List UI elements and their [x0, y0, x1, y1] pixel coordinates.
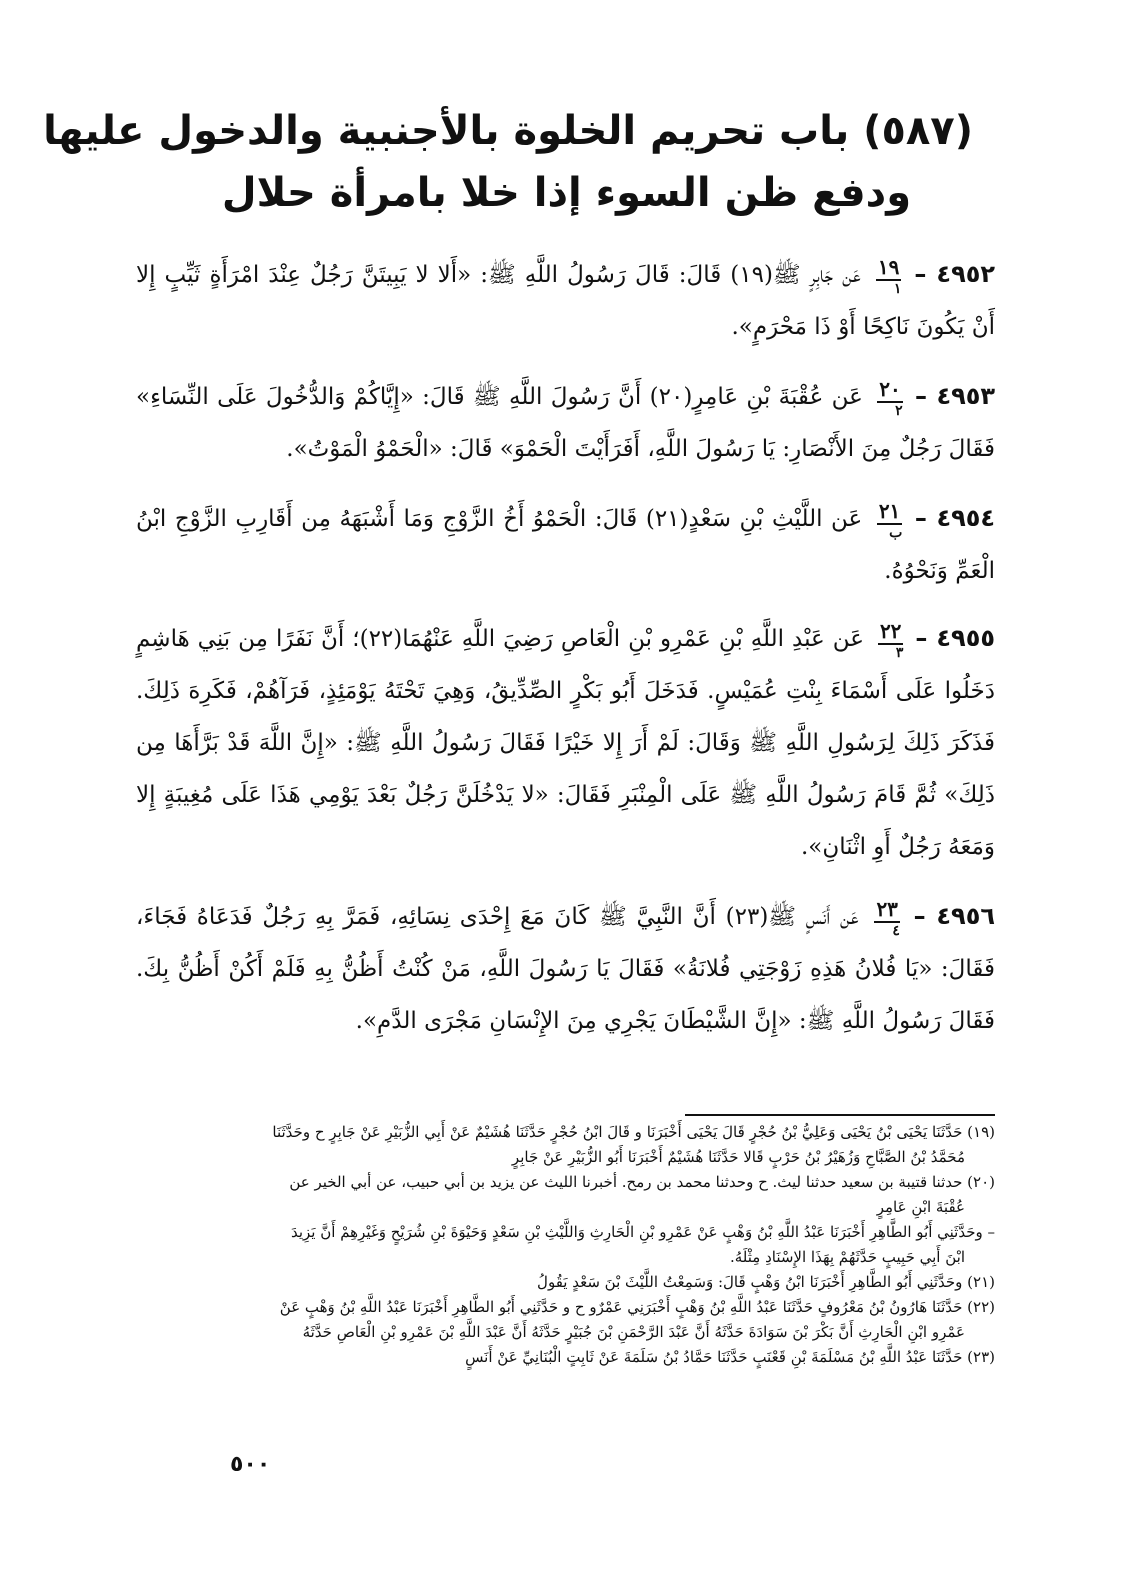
hadith-text: عَن اللَّيْثِ بْنِ سَعْدٍ(٢١) قَالَ: الْحَمْوُ أَخُ الزَّوْجِ وَمَا أَشْبَهَهُ مِن أَقَارِبِ الزَّوْجِ ابْنُ الْعَمِّ وَنَحْوُهُ.	[136, 506, 995, 584]
hadith-number: ٤٩٥٣ –	[915, 382, 996, 410]
footnote-20-cont: عُقْبَةَ ابْنِ عَامِرٍ	[876, 1198, 965, 1216]
hadith-text: عَن عَبْدِ اللَّهِ بْنِ عَمْرِو بْنِ الْعَاصِ رَضِيَ اللَّهِ عَنْهُمَا(٢٢)؛ أَنَّ نَفَرًا مِن بَنِي هَاشِمٍ دَخَلُوا عَلَى أَسْمَاءَ بِنْتِ عُمَيْسٍ. فَدَخَلَ أَبُو بَكْرٍ الصِّدِّيقُ، وَهِيَ تَحْتَهُ يَوْمَئِذٍ، فَرَآهُمْ، فَكَرِهَ ذَلِكَ. فَذَكَرَ ذَلِكَ لِرَسُولِ اللَّهِ ﷺ وَقَالَ: لَمْ أَرَ إِلا خَيْرًا فَقَالَ رَسُولُ اللَّهِ ﷺ: «إِنَّ اللَّهَ قَدْ بَرَّأَهَا مِن ذَلِكَ» ثُمَّ قَامَ رَسُولُ اللَّهِ ﷺ عَلَى الْمِنْبَرِ فَقَالَ: «لا يَدْخُلَنَّ رَجُلٌ بَعْدَ يَوْمِي هَذَا عَلَى مُغِيبَةٍ إِلا وَمَعَهُ رَجُلٌ أَوِ اثْنَانِ».	[136, 626, 995, 860]
footnote-20-second-chain: – وحَدَّثَنِي أَبُو الطَّاهِرِ أَخْبَرَنَا عَبْدُ اللَّهِ بْنُ وَهْبٍ عَنْ عَمْرِو بْنِ الْحَارِثِ وَاللَّيْثِ بْنِ سَعْدٍ وَحَيْوَةَ بْنِ شُرَيْحٍ وَغَيْرِهِمْ أَنَّ يَزِيدَ	[290, 1223, 995, 1241]
chapter-title-line-2: ودفع ظن السوء إذا خلا بامرأة حلال	[221, 170, 912, 216]
hadith-number: ٤٩٥٦ –	[913, 902, 995, 930]
hadith-4953	[136, 370, 995, 475]
hadith-text: عَن عُقْبَةَ بْنِ عَامِرٍ(٢٠) أَنَّ رَسُولَ اللَّهِ ﷺ قَالَ: «إِيَّاكُمْ وَالدُّخُولَ عَلَى النِّسَاءِ» فَقَالَ رَجُلٌ مِنَ الأَنْصَارِ: يَا رَسُولَ اللَّهِ، أَفَرَأَيْتَ الْحَمْوَ» قَالَ: «الْحَمْوُ الْمَوْتُ».	[136, 384, 995, 462]
footnote-19-cont: مُحَمَّدُ بْنُ الصَّبَّاحِ وَزُهَيْرُ بْنُ حَرْبٍ قَالا حَدَّثَنَا هُشَيْمٌ أَخْبَرَنَا أَبُو الزُّبَيْرِ عَنْ جَابِرٍ	[511, 1148, 965, 1166]
footnote-23: (٢٣) حَدَّثَنَا عَبْدُ اللَّهِ بْنُ مَسْلَمَةَ بْنِ قَعْنَبٍ حَدَّثَنَا حَمَّادُ بْنُ سَلَمَةَ عَنْ ثَابِتٍ الْبُنَانِيِّ عَنْ أَنَسٍ	[465, 1348, 995, 1366]
hadith-number: ٤٩٥٤ –	[914, 504, 996, 532]
hadith-number: ٤٩٥٢ –	[914, 260, 996, 288]
hadith-4955	[136, 612, 995, 873]
hadith-sub-number: ٢٢ ٣	[879, 618, 904, 661]
footnote-divider	[685, 1114, 995, 1116]
hadith-text: عَن أَنَسٍ ﷺ(٢٣) أَنَّ النَّبِيَّ ﷺ كَانَ مَعَ إِحْدَى نِسَائِهِ، فَمَرَّ بِهِ رَجُلٌ فَدَعَاهُ فَجَاءَ، فَقَالَ: «يَا فُلانُ هَذِهِ زَوْجَتِي فُلانَةُ» فَقَالَ يَا رَسُولَ اللَّهِ، مَنْ كُنْتُ أَظُنُّ بِهِ فَلَمْ أَكُنْ أَظُنُّ بِكَ. فَقَالَ رَسُولُ اللَّهِ ﷺ: «إِنَّ الشَّيْطَانَ يَجْرِي مِنَ الإِنْسَانِ مَجْرَى الدَّمِ».	[136, 904, 995, 1034]
footnote-22-cont: عَمْرِو ابْنِ الْحَارِثِ أَنَّ بَكْرَ بْنَ سَوَادَةَ حَدَّثَهُ أَنَّ عَبْدَ الرَّحْمَنِ بْنَ جُبَيْرٍ حَدَّثَهُ أَنَّ عَبْدَ اللَّهِ بْنَ عَمْرِو بْنِ الْعَاصِ حَدَّثَهُ	[302, 1323, 965, 1341]
footnote-21: (٢١) وحَدَّثَنِي أَبُو الطَّاهِرِ أَخْبَرَنَا ابْنُ وَهْبٍ قَالَ: وَسَمِعْتُ اللَّيْثَ بْنَ سَعْدٍ يَقُولُ	[537, 1273, 995, 1291]
hadith-number: ٤٩٥٥ –	[915, 624, 995, 652]
footnotes	[136, 1120, 995, 1370]
page-number: ٥٠٠	[230, 1452, 271, 1477]
hadith-4956	[136, 890, 995, 1047]
footnote-22: (٢٢) حَدَّثَنَا هَارُونُ بْنُ مَعْرُوفٍ حَدَّثَنَا عَبْدُ اللَّهِ بْنُ وَهْبٍ أَخْبَرَنِي عَمْرٌو ح و حَدَّثَنِي أَبُو الطَّاهِرِ أَخْبَرَنَا عَبْدُ اللَّهِ بْنُ وَهْبٍ عَنْ	[279, 1298, 995, 1316]
footnote-20-second-chain-cont: ابْنَ أَبِي حَبِيبٍ حَدَّثَهُمْ بِهَذَا الإِسْنَادِ مِثْلَهُ.	[729, 1248, 965, 1266]
chapter-title-line-1: (٥٨٧) باب تحريم الخلوة بالأجنبية والدخول عليها	[43, 108, 973, 154]
hadith-sub-number: ٢٣ ٤	[876, 896, 900, 939]
hadith-sub-number: ٢١ ب	[878, 498, 903, 541]
footnote-20: (٢٠) حدثنا قتيبة بن سعيد حدثنا ليث. ح وحدثنا محمد بن رمح. أخبرنا الليث عن يزيد بن أبي حبيب، عن أبي الخير عن	[289, 1173, 995, 1191]
chapter-title	[43, 100, 973, 224]
hadith-text: عَن جَابِرٍ ﷺ(١٩) قَالَ: قَالَ رَسُولُ اللَّهِ ﷺ: «أَلا لا يَبِيتَنَّ رَجُلٌ عِنْدَ امْرَأَةٍ ثَيِّبٍ إِلا أَنْ يَكُونَ نَاكِحًا أَوْ ذَا مَحْرَمٍ».	[136, 262, 995, 340]
hadith-4954	[136, 492, 995, 597]
hadith-4952	[136, 248, 995, 353]
hadith-sub-number: ١٩ ١	[877, 254, 902, 297]
hadith-sub-number: ٢٠ ٢	[879, 376, 903, 419]
footnote-19: (١٩) حَدَّثَنَا يَحْيَى بْنُ يَحْيَى وَعَلِيُّ بْنُ حُجْرٍ قَالَ يَحْيَى أَخْبَرَنَا و قَالَ ابْنُ حُجْرٍ حَدَّثَنَا هُشَيْمٌ عَنْ أَبِي الزُّبَيْرِ عَنْ جَابِرٍ ح وحَدَّثَنَا	[272, 1123, 995, 1141]
